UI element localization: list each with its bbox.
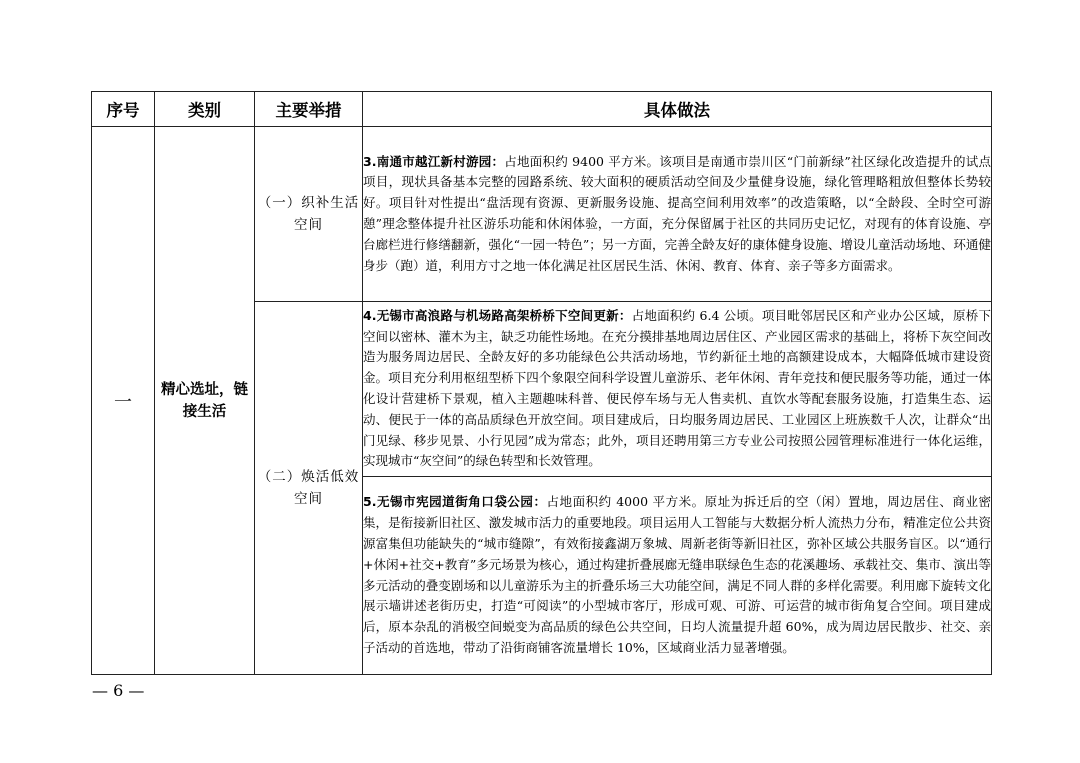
header-measure: 主要举措 [255, 92, 363, 127]
item-title: 3.南通市越江新村游园： [363, 153, 505, 169]
detail-cell-3 [363, 127, 992, 302]
header-detail: 具体做法 [363, 92, 992, 127]
measure-cell-1: （一）织补生活空间 [255, 127, 363, 302]
category-cell: 精心选址，链接生活 [155, 127, 255, 675]
item-text: 占地面积约 6.4 公顷。项目毗邻居民区和产业办公区域，原桥下空间以密林、灌木为主，缺乏功能性场地。在充分摸排基地周边居住区、产业园区需求的基础上，将桥下灰空间改造为服务周边居民、全龄友好的多功能绿色公共活动场地，节约新征土地的高额建设成本，大幅降低城市建设资金。项目充分利用枢纽型桥下四个象限空间科学设置儿童游乐、老年休闲、青年竞技和便民服务等功能，通过一体化设计营建桥下景观，植入主题趣味科普、便民停车场与无人售卖机、直饮水等配套服务设施，打造集生态、运动、便民于一体的高品质绿色开放空间。项目建成后，日均服务周边居民、工业园区上班族数千人次，让群众“出门见绿、移步见景、小行见园”成为常态；此外，项目还聘用第三方专业公司按照公园管理标准进行一体化运维，实现城市“灰空间”的绿色转型和长效管理。 [363, 307, 991, 469]
detail-cell-4 [363, 302, 992, 477]
header-category: 类别 [155, 92, 255, 127]
detail-cell-5 [363, 477, 992, 675]
header-serial: 序号 [92, 92, 155, 127]
item-title: 4.无锡市高浪路与机场路高架桥桥下空间更新： [363, 307, 632, 323]
measure-cell-2: （二）焕活低效空间 [255, 302, 363, 675]
measures-table [91, 91, 992, 675]
table-header-row [92, 92, 992, 127]
table-row [92, 127, 992, 302]
item-text: 占地面积约 4000 平方米。原址为拆迁后的空（闲）置地，周边居住、商业密集，是衔接新旧社区、激发城市活力的重要地段。项目运用人工智能与大数据分析人流热力分布，精准定位公共资源富集但功能缺失的“城市缝隙”，有效衔接鑫湖万象城、周新老街等新旧社区，弥补区域公共服务盲区。以“通行+休闲+社交+教育”多元场景为核心，通过构建折叠展廊无缝串联绿色生态的花溪趣场、承载社交、集市、演出等多元活动的叠变剧场和以儿童游乐为主的折叠乐场三大功能空间，满足不同人群的多样化需要。利用廊下旋转文化展示墙讲述老街历史，打造“可阅读”的小型城市客厅，形成可观、可游、可运营的城市街角复合空间。项目建成后，原本杂乱的消极空间蜕变为高品质的绿色公共空间，日均人流量提升超 60%，成为周边居民散步、社交、亲子活动的首选地，带动了沿街商铺客流量增长 10%，区域商业活力显著增强。 [363, 494, 991, 655]
page-number: — 6 — [92, 681, 145, 700]
item-title: 5.无锡市宪园道街角口袋公园： [363, 494, 547, 510]
serial-cell: 一 [92, 127, 155, 675]
item-text: 占地面积约 9400 平方米。该项目是南通市崇川区“门前新绿”社区绿化改造提升的试点项目，现状具备基本完整的园路系统、较大面积的硬质活动空间及少量健身设施，绿化管理略粗放但整体长势较好。项目针对性提出“盘活现有资源、更新服务设施、提高空间利用效率”的改造策略，以“全龄段、全时空可游憩”理念整体提升社区游乐功能和休闲体验，一方面，充分保留属于社区的共同历史记忆，对现有的体育设施、亭台廊栏进行修缮翻新，强化“一园一特色”；另一方面，完善全龄友好的康体健身设施、增设儿童活动场地、环通健身步（跑）道，利用方寸之地一体化满足社区居民生活、休闲、教育、体育、亲子等多方面需求。 [363, 153, 991, 273]
